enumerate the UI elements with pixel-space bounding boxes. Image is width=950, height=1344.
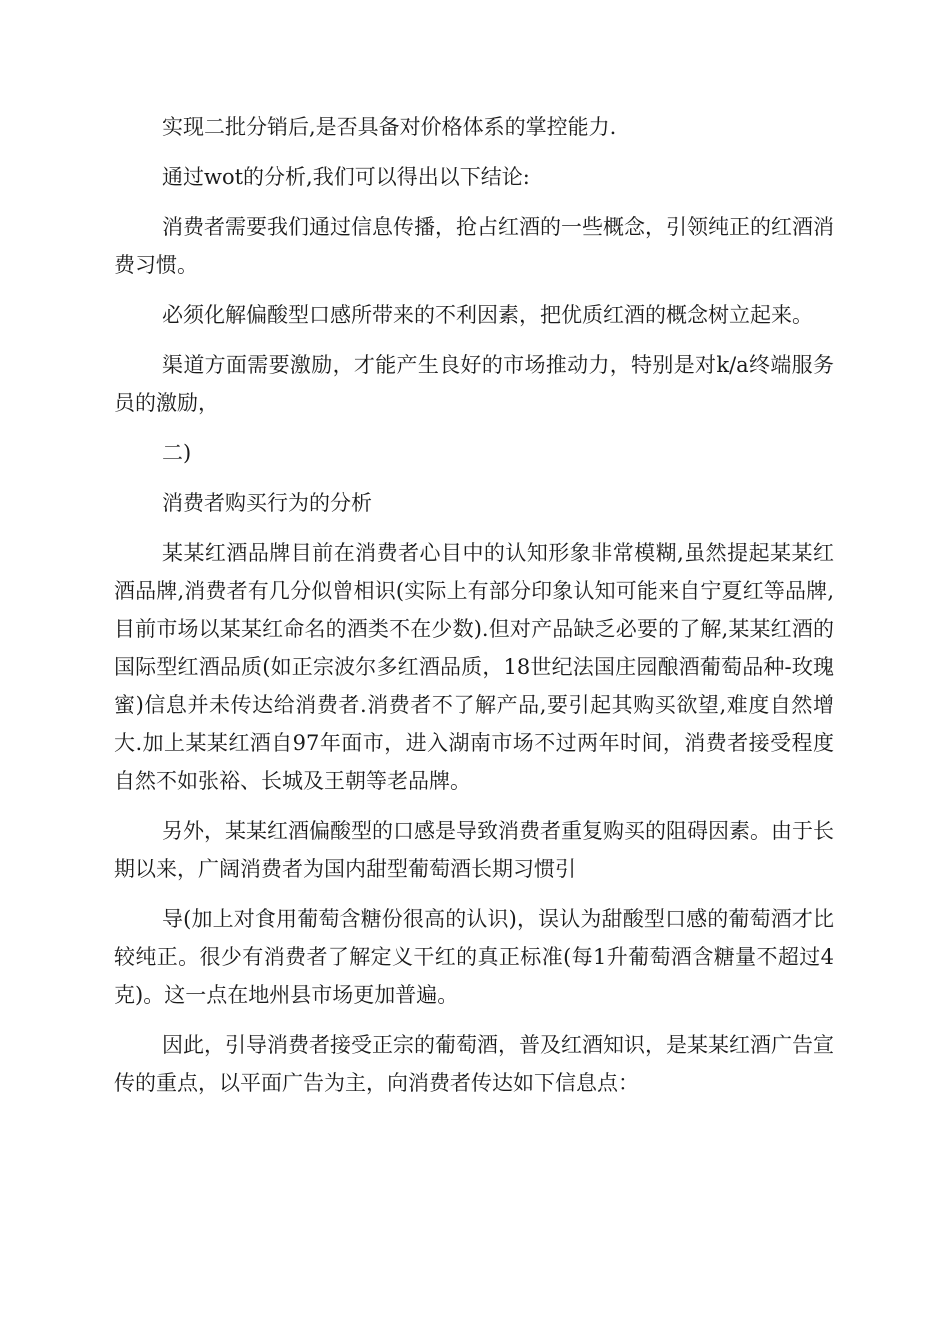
paragraph-sweet-misconception: 导(加上对食用葡萄含糖份很高的认识)，误认为甜酸型口感的葡萄酒才比较纯正。很少有消费者了解定义干红的真正标准(每1升葡萄酒含糖量不超过4克)。这一点在地州县市场更加普遍。: [114, 907, 834, 1007]
paragraph-sour-taste: 必须化解偏酸型口感所带来的不利因素，把优质红酒的概念树立起来。: [162, 303, 813, 327]
paragraph-wot-conclusion: 通过wot的分析,我们可以得出以下结论:: [162, 165, 530, 189]
paragraph-brand-perception: 某某红酒品牌目前在消费者心目中的认知形象非常模糊,虽然提起某某红酒品牌,消费者有几分似曾相识(实际上有部分印象认知可能来自宁夏红等品牌,目前市场以某某红命名的酒类不在少数).但对产品缺乏必要的了解,某某红酒的国际型红酒品质(如正宗波尔多红酒品质，18世纪法国庄园酿酒葡萄品种-玫瑰蜜)信息并未传达给消费者.消费者不了解产品,要引起其购买欲望,难度自然增大.加上某某红酒自97年面市，进入湖南市场不过两年时间，消费者接受程度自然不如张裕、长城及王朝等老品牌。: [114, 541, 834, 793]
paragraph-advertising-focus: 因此，引导消费者接受正宗的葡萄酒，普及红酒知识，是某某红酒广告宣传的重点，以平面广告为主，向消费者传达如下信息点：: [114, 1033, 834, 1095]
paragraph-channel-incentive: 渠道方面需要激励，才能产生良好的市场推动力，特别是对k/a终端服务员的激励，: [114, 353, 834, 415]
paragraph-price-control: 实现二批分销后,是否具备对价格体系的掌控能力.: [162, 115, 617, 139]
section-number: 二): [162, 441, 192, 465]
document-body: [114, 108, 834, 1114]
paragraph-consumer-concept: 消费者需要我们通过信息传播，抢占红酒的一些概念，引领纯正的红酒消费习惯。: [114, 215, 834, 277]
section-heading: 消费者购买行为的分析: [162, 491, 372, 515]
paragraph-taste-barrier: 另外，某某红酒偏酸型的口感是导致消费者重复购买的阻碍因素。由于长期以来，广阔消费者为国内甜型葡萄酒长期习惯引: [114, 819, 834, 881]
